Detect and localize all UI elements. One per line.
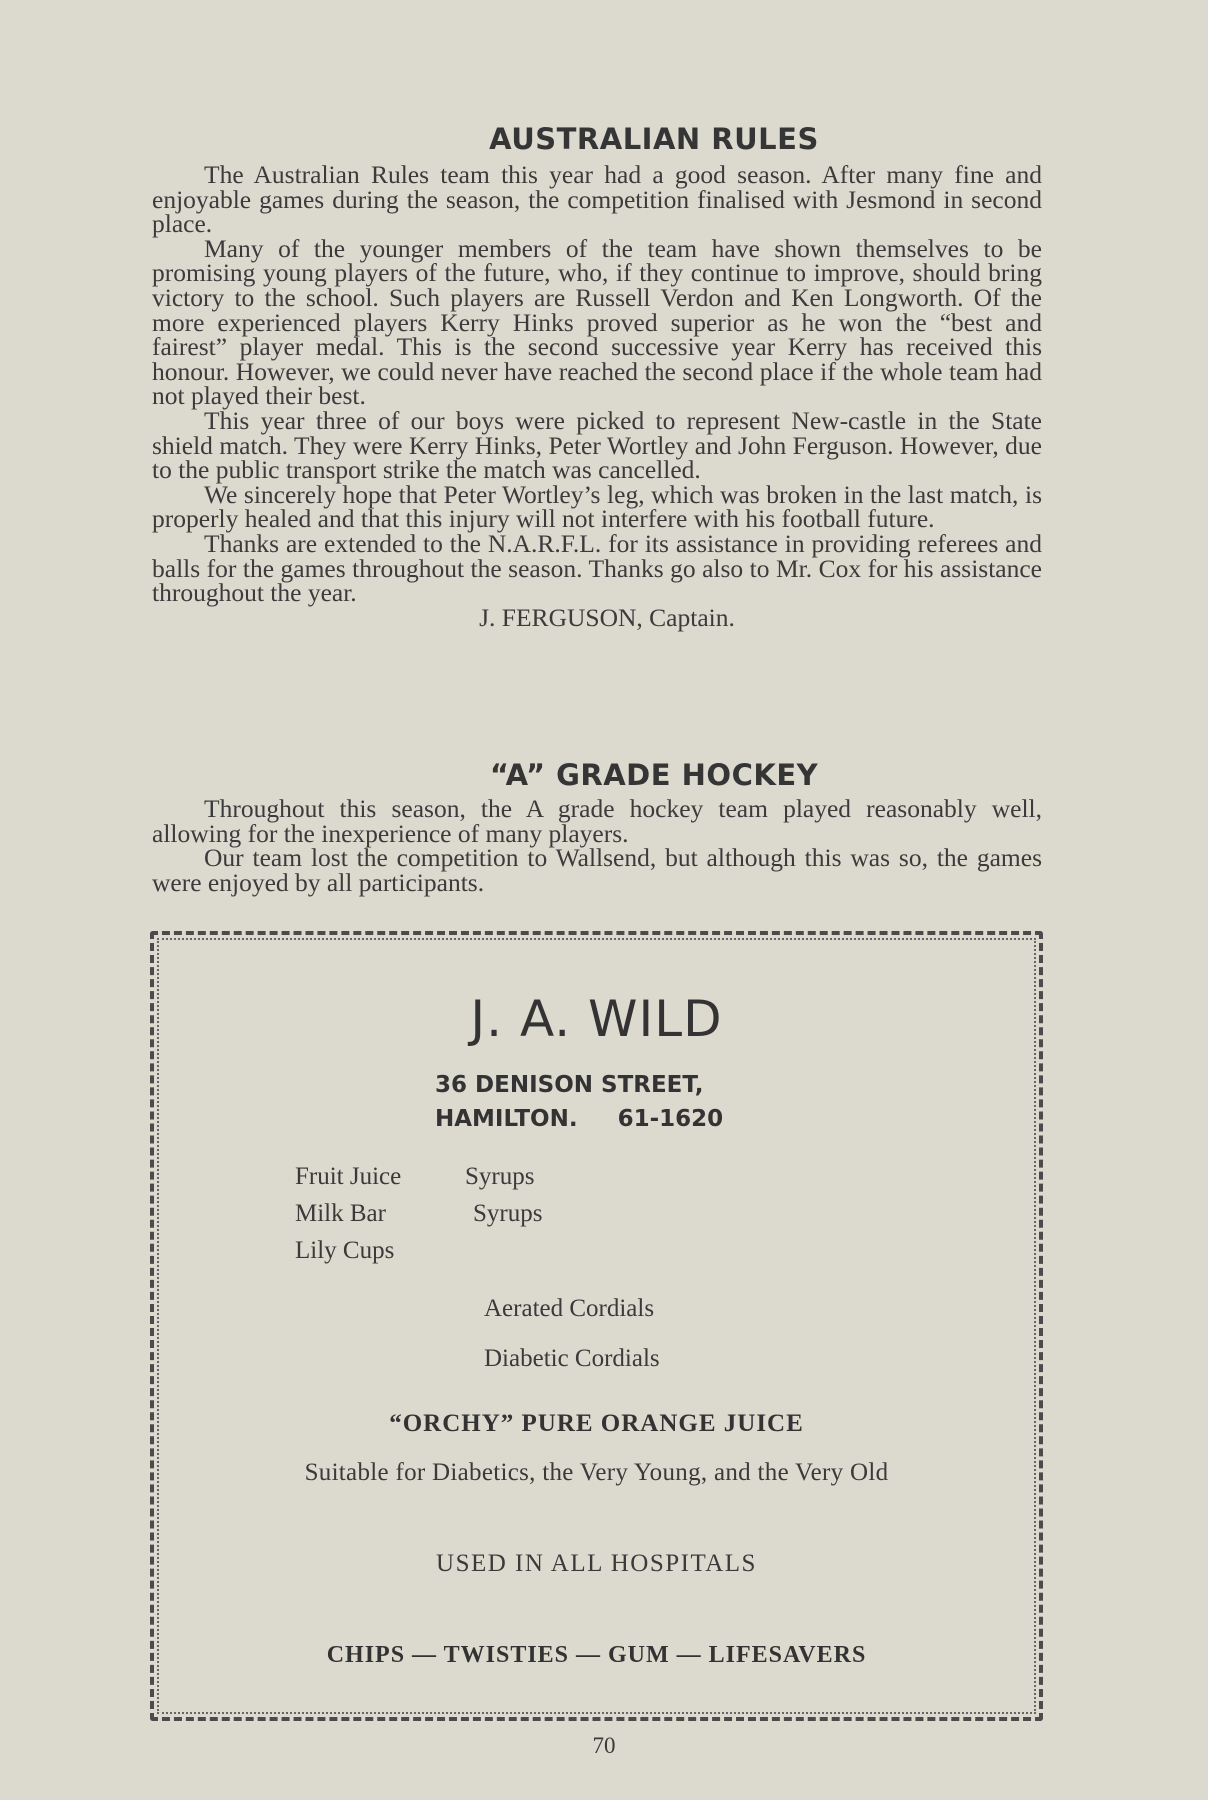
advertisement-snacks-line: CHIPS — TWISTIES — GUM — LIFESAVERS xyxy=(326,1642,867,1668)
hockey-paragraph: Our team lost the competition to Wallsend, but although this was so, the games were enjoyed by all participants. xyxy=(152,843,1042,897)
product-milk-bar: Milk Bar xyxy=(295,1200,386,1227)
product-row xyxy=(295,1158,535,1195)
advertisement-suburb: HAMILTON. xyxy=(435,1106,578,1132)
hockey-heading: “A” GRADE HOCKEY xyxy=(489,758,819,792)
advertisement-suitable-line: Suitable for Diabetics, the Very Young, and the Very Old xyxy=(304,1459,889,1486)
advertisement-suburb-phone-line xyxy=(435,1102,835,1136)
hockey-article xyxy=(152,794,1042,897)
product-fruit-juice-syrups: Syrups xyxy=(465,1163,535,1190)
advertisement-address xyxy=(435,1068,835,1136)
advertisement-street: 36 DENISON STREET, xyxy=(435,1072,704,1098)
advertisement-product-list xyxy=(295,1158,543,1269)
australian-rules-paragraph: Many of the younger members of the team have shown themselves to be promising young players of the future, who, if they continue to improve, should bring victory to the school. Such players are Russell Verdon and Ken Longworth. Of the more experienced players Kerry Hinks proved superior as he won the “best and fairest” player medal. This is the second successive year Kerry has received this honour. However, we could never have reached the second place if the whole team had not played their best. xyxy=(152,233,1042,411)
hockey-paragraph: Throughout this season, the A grade hockey team played reasonably well, allowing for the inexperience of many players. xyxy=(152,794,1042,848)
page-number: 70 xyxy=(592,1733,616,1758)
australian-rules-paragraph: This year three of our boys were picked to represent New-castle in the State shield match. They were Kerry Hinks, Peter Wortley and John Ferguson. However, due to the public transport strike the match was cancelled. xyxy=(152,405,1042,485)
australian-rules-signature: J. FERGUSON, Captain. xyxy=(479,602,735,632)
australian-rules-heading: AUSTRALIAN RULES xyxy=(489,122,819,156)
product-row xyxy=(295,1232,401,1269)
australian-rules-article xyxy=(152,160,1042,632)
advertisement-phone: 61-1620 xyxy=(617,1106,724,1132)
australian-rules-paragraph: The Australian Rules team this year had a good season. After many fine and enjoyable games during the season, the competition finalised with Jesmond in second place. xyxy=(152,160,1042,239)
product-lily-cups: Lily Cups xyxy=(295,1237,395,1264)
advertisement-cordials xyxy=(484,1284,660,1384)
australian-rules-paragraph: Thanks are extended to the N.A.R.F.L. for its assistance in providing referees and balls for the games throughout the season. Thanks go also to Mr. Cox for his assistance throughout the year. xyxy=(152,528,1042,608)
advertisement-hospitals-line: USED IN ALL HOSPITALS xyxy=(436,1550,757,1577)
product-aerated-cordials: Aerated Cordials xyxy=(484,1295,655,1322)
product-row xyxy=(295,1195,543,1232)
product-diabetic-cordials: Diabetic Cordials xyxy=(484,1345,660,1372)
advertisement-business-name: J. A. WILD xyxy=(470,990,723,1048)
advertisement-orange-juice: “ORCHY” PURE ORANGE JUICE xyxy=(389,1410,804,1437)
product-milk-bar-syrups: Syrups xyxy=(473,1200,543,1227)
product-fruit-juice: Fruit Juice xyxy=(295,1163,402,1190)
australian-rules-paragraph: We sincerely hope that Peter Wortley’s leg, which was broken in the last match, is properly healed and that this injury will not interfere with his football future. xyxy=(152,479,1042,534)
